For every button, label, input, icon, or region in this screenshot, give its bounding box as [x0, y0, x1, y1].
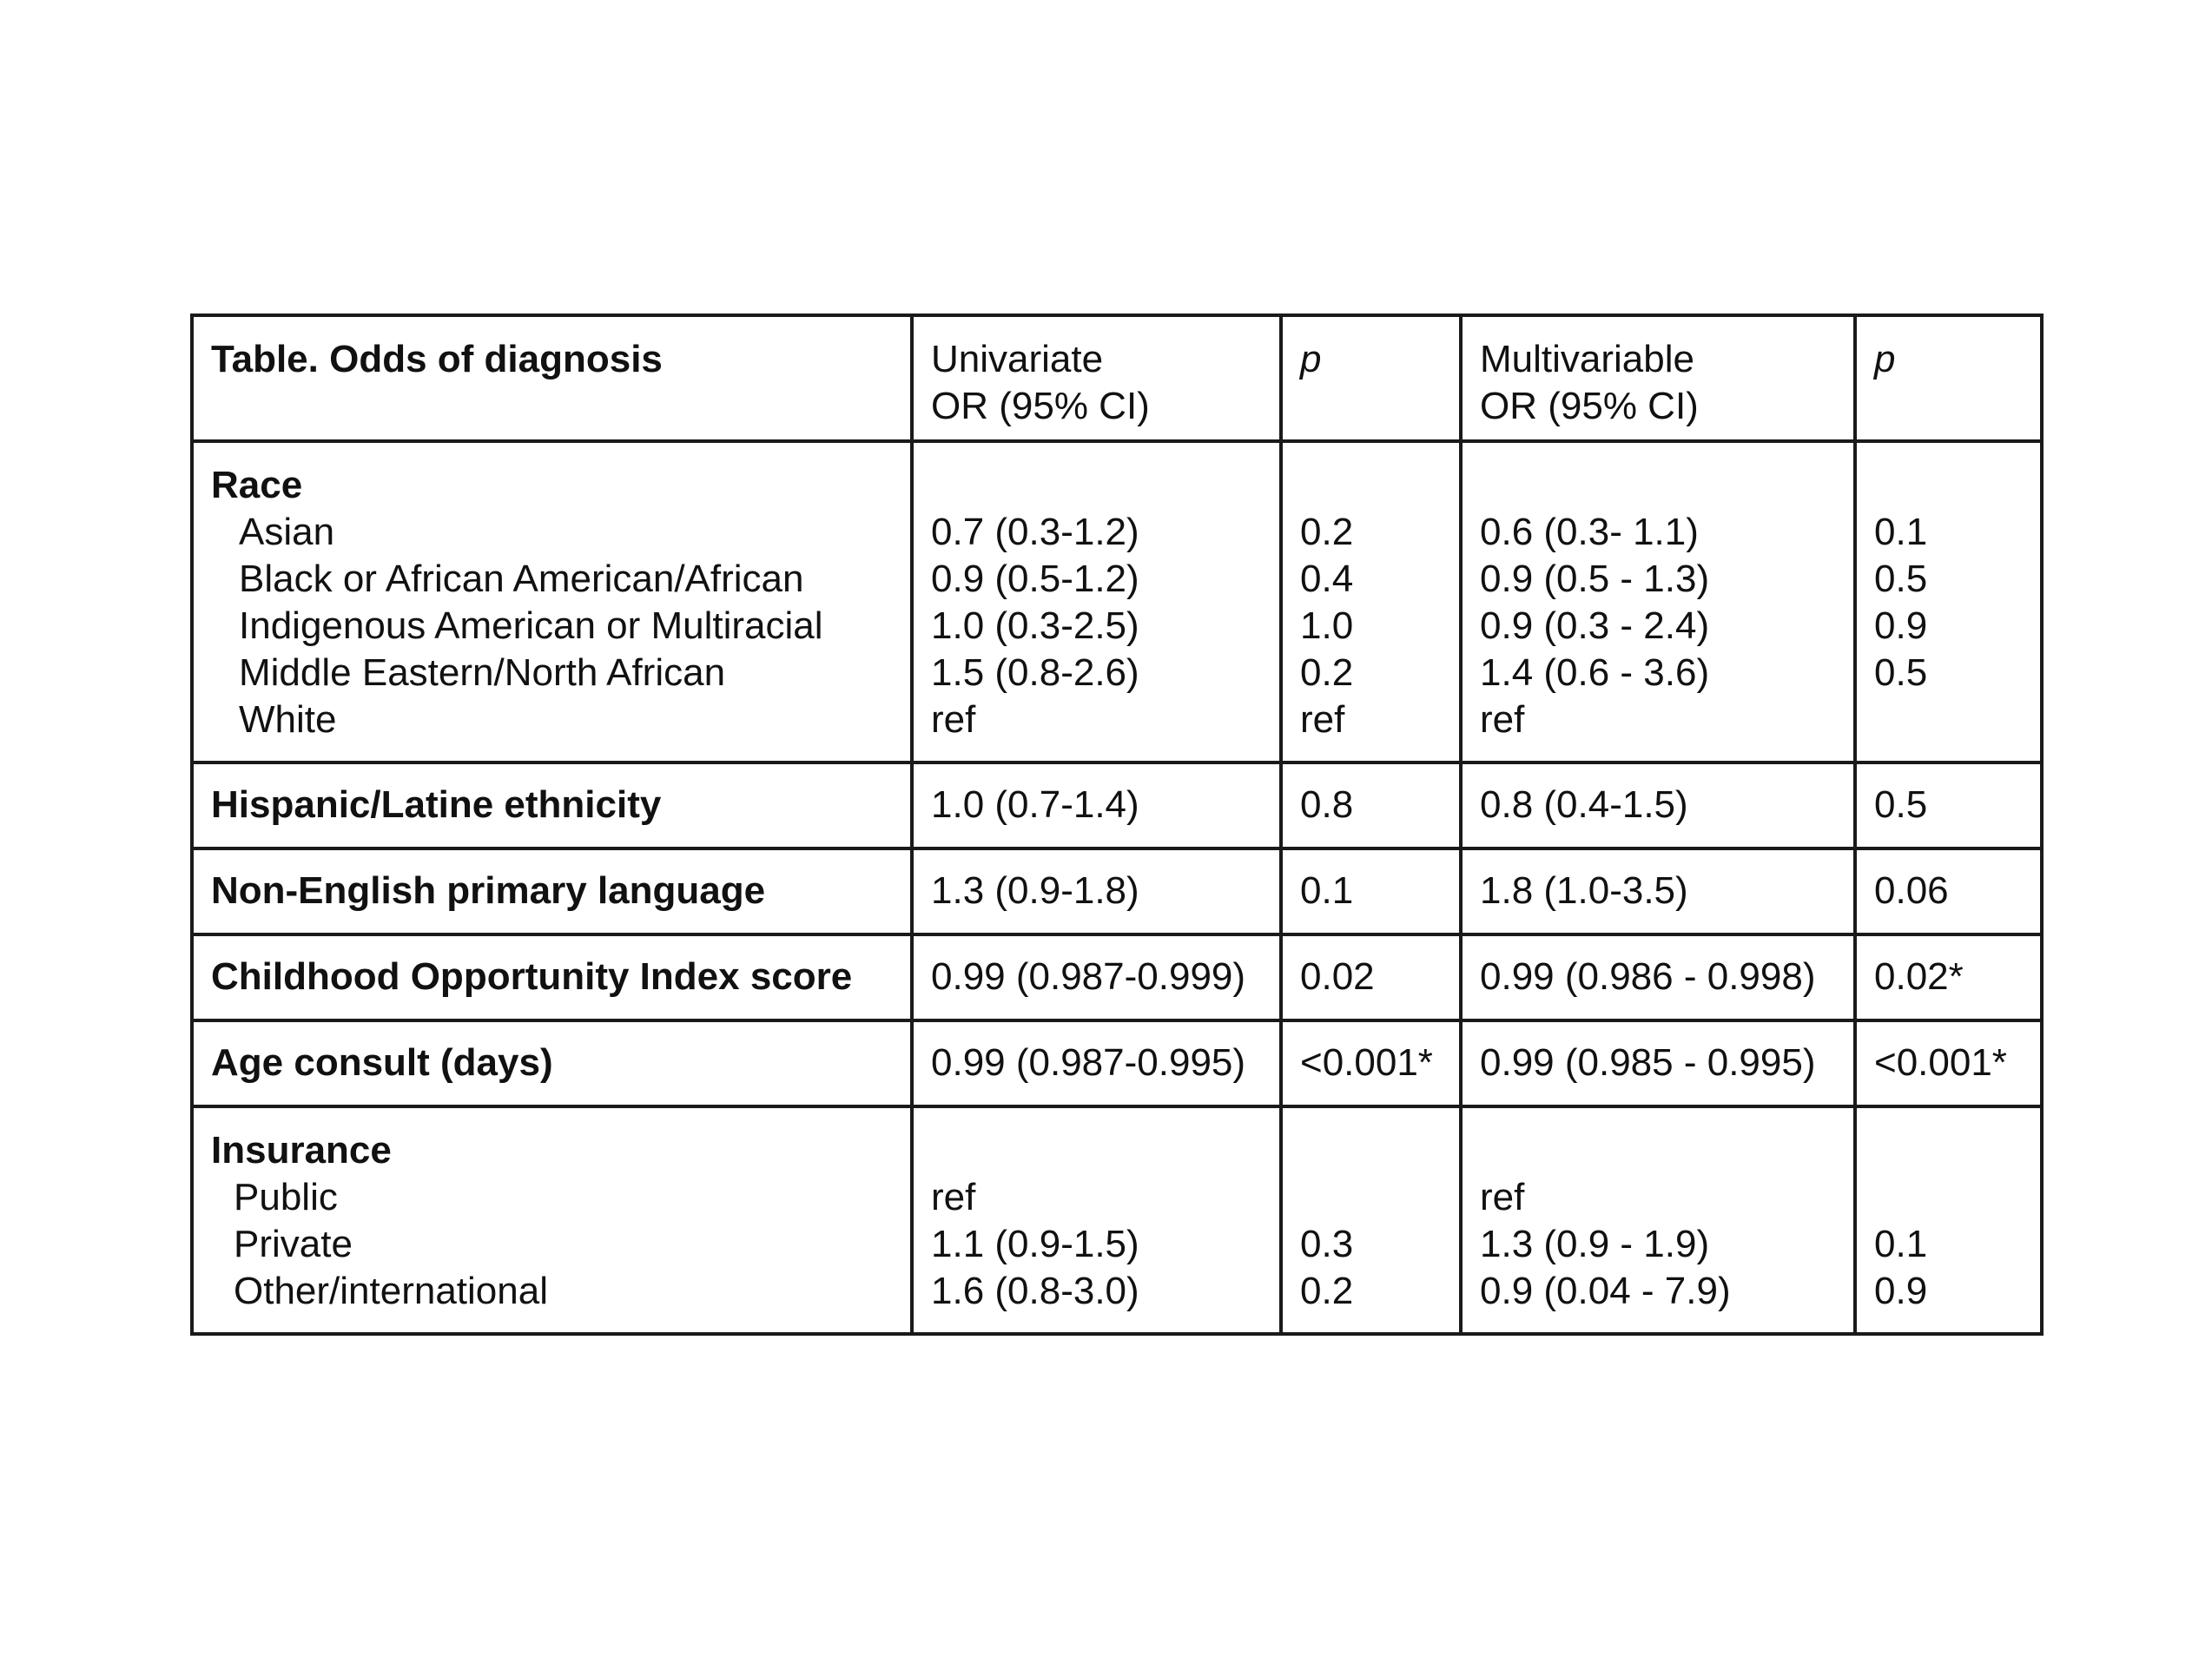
multivariable-header-cell: [1461, 315, 1855, 441]
race-white-multi-or: ref: [1480, 698, 1525, 741]
table-title: Table. Odds of diagnosis: [211, 338, 663, 380]
insurance-other-uni-or: 1.6 (0.8-3.0): [931, 1270, 1139, 1312]
hispanic-uni-p: 0.8: [1300, 783, 1354, 826]
insurance-private-uni-or: 1.1 (0.9-1.5): [931, 1223, 1139, 1265]
race-indigenous-multi-p: 0.9: [1874, 604, 1928, 647]
univariate-p-header-cell: [1281, 315, 1461, 441]
race-multivariable-p-cell: [1855, 441, 2042, 762]
race-mena-uni-or: 1.5 (0.8-2.6): [931, 651, 1139, 694]
insurance-private: Private: [234, 1223, 353, 1265]
insurance-label-cell: [192, 1106, 912, 1334]
insurance-other-multi-or: 0.9 (0.04 - 7.9): [1480, 1270, 1731, 1312]
race-black-multi-or: 0.9 (0.5 - 1.3): [1480, 558, 1710, 600]
insurance-other: Other/international: [234, 1270, 548, 1312]
univariate-header-line1: Univariate: [931, 338, 1104, 380]
race-black-uni-p: 0.4: [1300, 558, 1354, 600]
age-uni-or-cell: [912, 1020, 1281, 1106]
language-uni-or: 1.3 (0.9-1.8): [931, 869, 1139, 912]
table-title-cell: [192, 315, 912, 441]
table-row-coi: [192, 934, 2042, 1020]
coi-uni-p: 0.02: [1300, 955, 1375, 998]
race-white-uni-or: ref: [931, 698, 976, 741]
language-multi-p-cell: [1855, 848, 2042, 934]
insurance-public-uni-or: ref: [931, 1176, 976, 1218]
age-multi-or: 0.99 (0.985 - 0.995): [1480, 1041, 1816, 1084]
race-spacer: [931, 462, 1279, 509]
race-mena-uni-p: 0.2: [1300, 651, 1354, 694]
race-asian-uni-p: 0.2: [1300, 511, 1354, 553]
coi-label: Childhood Opportunity Index score: [211, 955, 853, 998]
insurance-spacer: [1874, 1127, 2040, 1174]
insurance-private-uni-p: 0.3: [1300, 1223, 1354, 1265]
insurance-multivariable-cell: [1461, 1106, 1855, 1334]
insurance-label: Insurance: [211, 1129, 392, 1172]
language-uni-p: 0.1: [1300, 869, 1354, 912]
language-uni-or-cell: [912, 848, 1281, 934]
hispanic-multi-or-cell: [1461, 762, 1855, 848]
insurance-univariate-p-cell: [1281, 1106, 1461, 1334]
coi-multi-or: 0.99 (0.986 - 0.998): [1480, 955, 1816, 998]
race-black-uni-or: 0.9 (0.5-1.2): [931, 558, 1139, 600]
race-black-multi-p: 0.5: [1874, 558, 1928, 600]
race-indigenous: Indigenous American or Multiracial: [239, 604, 823, 647]
language-multi-p: 0.06: [1874, 869, 1949, 912]
hispanic-uni-p-cell: [1281, 762, 1461, 848]
age-uni-p: <0.001*: [1300, 1041, 1433, 1084]
race-mena-multi-or: 1.4 (0.6 - 3.6): [1480, 651, 1710, 694]
insurance-public-uni-p: [1300, 1174, 1459, 1221]
language-label-cell: [192, 848, 912, 934]
multivariable-p-header-cell: [1855, 315, 2042, 441]
hispanic-multi-p: 0.5: [1874, 783, 1928, 826]
univariate-header-line2: OR (95% CI): [931, 385, 1150, 427]
race-mena-multi-p: 0.5: [1874, 651, 1928, 694]
race-univariate-cell: [912, 441, 1281, 762]
race-univariate-p-cell: [1281, 441, 1461, 762]
race-asian: Asian: [239, 511, 335, 553]
hispanic-label: Hispanic/Latine ethnicity: [211, 783, 662, 826]
coi-multi-or-cell: [1461, 934, 1855, 1020]
insurance-spacer: [1300, 1127, 1459, 1174]
race-indigenous-uni-p: 1.0: [1300, 604, 1354, 647]
insurance-multivariable-p-cell: [1855, 1106, 2042, 1334]
hispanic-label-cell: [192, 762, 912, 848]
hispanic-uni-or-cell: [912, 762, 1281, 848]
insurance-public: Public: [234, 1176, 338, 1218]
age-uni-p-cell: [1281, 1020, 1461, 1106]
coi-uni-or: 0.99 (0.987-0.999): [931, 955, 1246, 998]
insurance-other-multi-p: 0.9: [1874, 1270, 1928, 1312]
coi-multi-p: 0.02*: [1874, 955, 1964, 998]
multivariable-p-header: p: [1874, 338, 1896, 380]
insurance-public-multi-or: ref: [1480, 1176, 1525, 1218]
univariate-p-header: p: [1300, 338, 1322, 380]
age-label-cell: [192, 1020, 912, 1106]
hispanic-multi-p-cell: [1855, 762, 2042, 848]
table-row-insurance: [192, 1106, 2042, 1334]
race-label-cell: [192, 441, 912, 762]
language-label: Non-English primary language: [211, 869, 766, 912]
odds-of-diagnosis-table: [190, 314, 2044, 1336]
insurance-spacer: [1480, 1127, 1853, 1174]
age-label: Age consult (days): [211, 1041, 553, 1084]
insurance-public-multi-p: [1874, 1174, 2040, 1221]
age-uni-or: 0.99 (0.987-0.995): [931, 1041, 1246, 1084]
race-asian-multi-or: 0.6 (0.3- 1.1): [1480, 511, 1699, 553]
race-spacer: [1874, 462, 2040, 509]
race-white-multi-p: [1874, 696, 2040, 743]
table-row-race: [192, 441, 2042, 762]
race-mena: Middle Eastern/North African: [239, 651, 726, 694]
table-header-row: [192, 315, 2042, 441]
insurance-other-uni-p: 0.2: [1300, 1270, 1354, 1312]
age-multi-p-cell: [1855, 1020, 2042, 1106]
hispanic-uni-or: 1.0 (0.7-1.4): [931, 783, 1139, 826]
race-spacer: [1300, 462, 1459, 509]
coi-multi-p-cell: [1855, 934, 2042, 1020]
language-uni-p-cell: [1281, 848, 1461, 934]
table-row-language: [192, 848, 2042, 934]
insurance-private-multi-or: 1.3 (0.9 - 1.9): [1480, 1223, 1710, 1265]
race-asian-multi-p: 0.1: [1874, 511, 1928, 553]
race-black: Black or African American/African: [239, 558, 804, 600]
race-indigenous-uni-or: 1.0 (0.3-2.5): [931, 604, 1139, 647]
coi-uni-or-cell: [912, 934, 1281, 1020]
race-white-uni-p: ref: [1300, 698, 1345, 741]
age-multi-p: <0.001*: [1874, 1041, 2007, 1084]
language-multi-or: 1.8 (1.0-3.5): [1480, 869, 1688, 912]
multivariable-header-line2: OR (95% CI): [1480, 385, 1699, 427]
language-multi-or-cell: [1461, 848, 1855, 934]
race-multivariable-cell: [1461, 441, 1855, 762]
insurance-univariate-cell: [912, 1106, 1281, 1334]
coi-label-cell: [192, 934, 912, 1020]
table-row-hispanic: [192, 762, 2042, 848]
age-multi-or-cell: [1461, 1020, 1855, 1106]
hispanic-multi-or: 0.8 (0.4-1.5): [1480, 783, 1688, 826]
race-asian-uni-or: 0.7 (0.3-1.2): [931, 511, 1139, 553]
multivariable-header-line1: Multivariable: [1480, 338, 1694, 380]
coi-uni-p-cell: [1281, 934, 1461, 1020]
univariate-header-cell: [912, 315, 1281, 441]
race-label: Race: [211, 464, 303, 506]
insurance-private-multi-p: 0.1: [1874, 1223, 1928, 1265]
table-row-age: [192, 1020, 2042, 1106]
race-white: White: [239, 698, 337, 741]
race-spacer: [1480, 462, 1853, 509]
insurance-spacer: [931, 1127, 1279, 1174]
race-indigenous-multi-or: 0.9 (0.3 - 2.4): [1480, 604, 1710, 647]
